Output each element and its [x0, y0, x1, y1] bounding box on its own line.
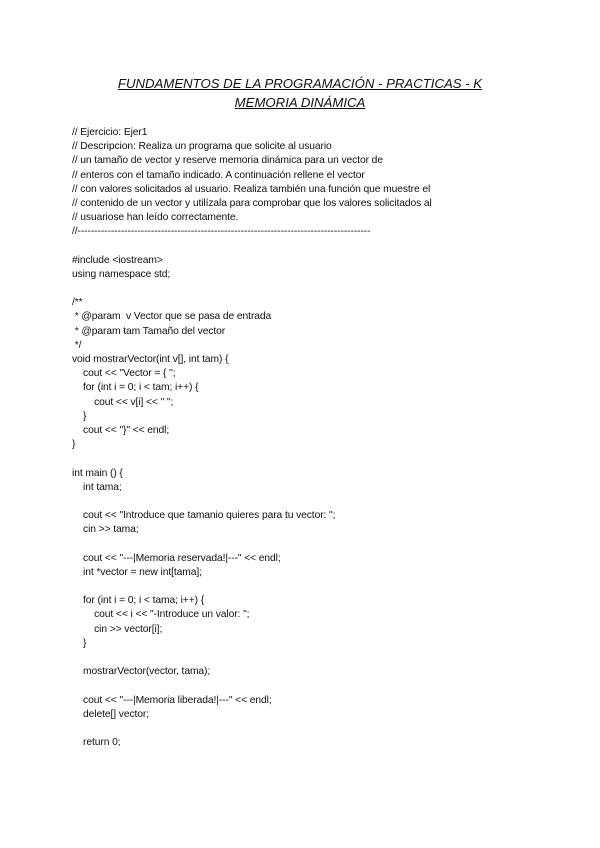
- code-line: // usuariose han leído correctamente.: [72, 212, 239, 224]
- code-listing: [72, 126, 542, 750]
- code-line: cout << "---|Memoria reservada!|---" << endl;: [72, 552, 281, 564]
- code-line: [72, 282, 542, 296]
- code-line: }: [72, 410, 87, 422]
- code-line: //----------------------------------------------------------------------------------------: [72, 226, 371, 238]
- code-line: cout << "Vector = { ";: [72, 368, 176, 380]
- code-line: int *vector = new int[tama];: [72, 566, 202, 578]
- code-line: // contenido de un vector y utilízala para comprobar que los valores solicitados al: [72, 197, 432, 209]
- code-line: [72, 495, 542, 509]
- page-title: [60, 74, 540, 112]
- code-line: [72, 452, 542, 466]
- code-line: [72, 679, 542, 693]
- code-line: cout << i << "-Introduce un valor: ";: [72, 609, 250, 621]
- code-line: // Ejercicio: Ejer1: [72, 127, 148, 138]
- code-line: #include <iostream>: [72, 254, 163, 266]
- code-line: }: [72, 637, 87, 649]
- code-line: // enteros con el tamaño indicado. A continuación rellene el vector: [72, 169, 365, 181]
- code-line: * @param v Vector que se pasa de entrada: [72, 311, 272, 323]
- code-line: return 0;: [72, 737, 121, 749]
- code-line: */: [72, 339, 82, 351]
- title-line-1: FUNDAMENTOS DE LA PROGRAMACIÓN - PRACTICAS - K: [117, 76, 483, 91]
- code-line: [72, 240, 542, 254]
- code-line: // Descripcion: Realiza un programa que solicite al usuario: [72, 141, 332, 153]
- code-line: for (int i = 0; i < tama; i++) {: [72, 595, 205, 607]
- code-line: [72, 580, 542, 594]
- code-line: [72, 537, 542, 551]
- code-line: cout << v[i] << " ";: [72, 396, 174, 408]
- code-line: cout << "---|Memoria liberada!|---" << endl;: [72, 694, 272, 706]
- code-line: /**: [72, 297, 83, 309]
- code-line: cout << "Introduce que tamanio quieres para tu vector: ";: [72, 510, 336, 522]
- code-line: using namespace std;: [72, 268, 171, 280]
- code-line: }: [72, 439, 76, 451]
- code-line: cout << "}" << endl;: [72, 424, 170, 436]
- code-line: [72, 722, 542, 736]
- code-line: cin >> vector[i];: [72, 623, 163, 635]
- code-line: * @param tam Tamaño del vector: [72, 325, 226, 337]
- code-line: cin >> tama;: [72, 524, 139, 536]
- code-line: // un tamaño de vector y reserve memoria dinámica para un vector de: [72, 155, 383, 167]
- code-line: // con valores solicitados al usuario. Realiza también una función que muestre el: [72, 183, 431, 195]
- code-line: int main () {: [72, 467, 123, 479]
- code-line: delete[] vector;: [72, 708, 149, 720]
- code-line: mostrarVector(vector, tama);: [72, 666, 211, 678]
- title-line-2: MEMORIA DINÁMICA: [234, 95, 366, 110]
- code-line: [72, 651, 542, 665]
- code-line: for (int i = 0; i < tam; i++) {: [72, 382, 199, 394]
- code-line: void mostrarVector(int v[], int tam) {: [72, 354, 229, 365]
- code-line: int tama;: [72, 481, 122, 493]
